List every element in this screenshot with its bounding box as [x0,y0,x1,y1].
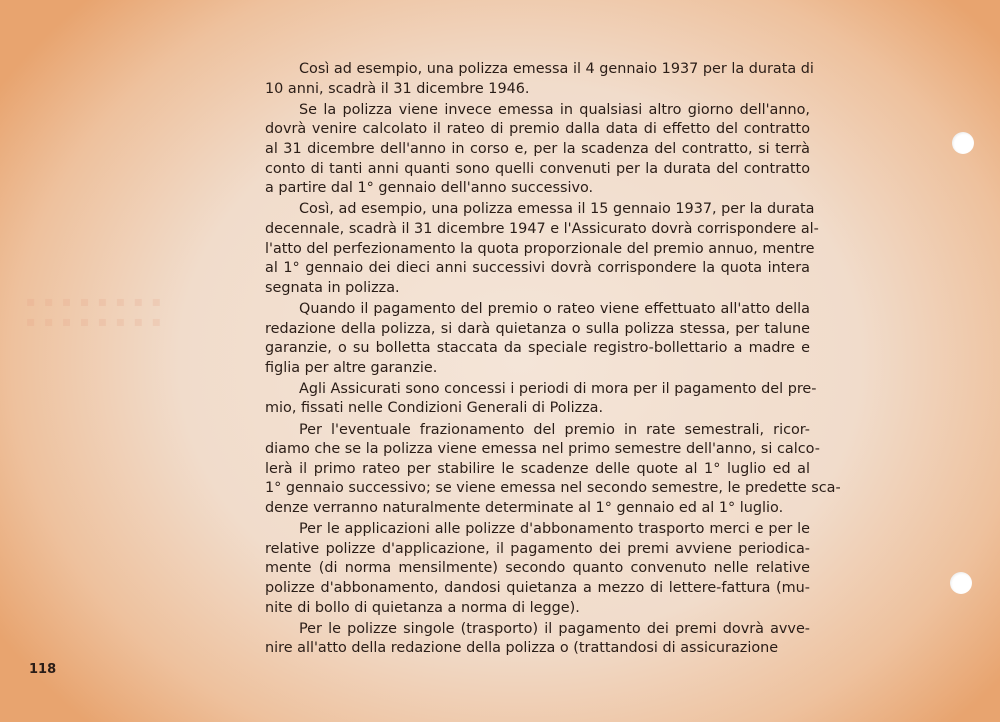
paragraph [265,200,819,298]
paragraph [265,421,841,519]
body-text [265,60,841,661]
text-line: 1° gennaio successivo; se viene emessa nel secondo semestre, le predette sca- [265,480,841,497]
text-line: mente (di norma mensilmente) secondo quanto convenuto nelle relative [265,560,810,577]
text-line: Per le applicazioni alle polizze d'abbonamento trasporto merci e per le [299,521,810,538]
text-line: polizze d'abbonamento, dandosi quietanza a mezzo di lettere-fattura (mu- [265,580,810,596]
punch-hole-bottom [950,572,972,594]
text-line: lerà il primo rateo per stabilire le scadenze delle quote al 1° luglio ed al [265,460,810,477]
text-line: Quando il pagamento del premio o rateo viene effettuato all'atto della [299,300,810,317]
show-through-text: ▪ ▪ ▪ ▪ ▪ ▪ ▪ ▪ ▪ ▪ ▪ ▪ ▪ ▪ ▪ ▪ [26,294,164,330]
text-line: conto di tanti anni quanti sono quelli convenuti per la durata del contratto [265,160,810,177]
paragraph [265,380,817,419]
text-line: decennale, scadrà il 31 dicembre 1947 e l'Assicurato dovrà corrispondere al- [265,220,819,237]
paragraph [265,620,810,659]
text-line: dovrà venire calcolato il rateo di premio dalla data di effetto del contratto [265,121,810,138]
text-line: Per le polizze singole (trasporto) il pagamento dei premi dovrà avve- [299,620,810,637]
text-line: diamo che se la polizza viene emessa nel primo semestre dell'anno, si calco- [265,441,820,458]
text-line: garanzie, o su bolletta staccata da speciale registro-bollettario a madre e [265,340,810,357]
text-line: 10 anni, scadrà il 31 dicembre 1946. [265,80,530,97]
text-line: Così ad esempio, una polizza emessa il 4 gennaio 1937 per la durata di [299,61,814,77]
text-line: mio, fissati nelle Condizioni Generali di Polizza. [265,400,604,417]
text-line: l'atto del perfezionamento la quota proporzionale del premio annuo, mentre [265,240,815,257]
page-number: 118 [29,662,57,677]
text-line: Così, ad esempio, una polizza emessa il 15 gennaio 1937, per la durata [299,201,815,218]
text-line: a partire dal 1° gennaio dell'anno successivo. [265,180,594,197]
text-line: relative polizze d'applicazione, il pagamento dei premi avviene periodica- [265,540,810,557]
paragraph [265,520,810,618]
text-line: al 1° gennaio dei dieci anni successivi dovrà corrispondere la quota intera [265,260,810,277]
punch-hole-top [952,132,974,154]
text-line: Agli Assicurati sono concessi i periodi di mora per il pagamento del pre- [299,380,817,397]
paragraph [265,101,810,199]
text-line: al 31 dicembre dell'anno in corso e, per la scadenza del contratto, si terrà [265,140,810,157]
paragraph [265,300,810,378]
text-line: denze verranno naturalmente determinate al 1° gennaio ed al 1° luglio. [265,500,784,517]
text-line: Se la polizza viene invece emessa in qualsiasi altro giorno dell'anno, [299,101,810,118]
text-line: redazione della polizza, si darà quietanza o sulla polizza stessa, per talune [265,320,810,337]
text-line: nire all'atto della redazione della polizza o (trattandosi di assicurazione [265,640,779,657]
text-line: figlia per altre garanzie. [265,359,438,376]
text-line: Per l'eventuale frazionamento del premio in rate semestrali, ricor- [299,421,810,438]
text-line: nite di bollo di quietanza a norma di legge). [265,599,580,616]
paragraph [265,60,814,99]
text-line: segnata in polizza. [265,279,400,296]
